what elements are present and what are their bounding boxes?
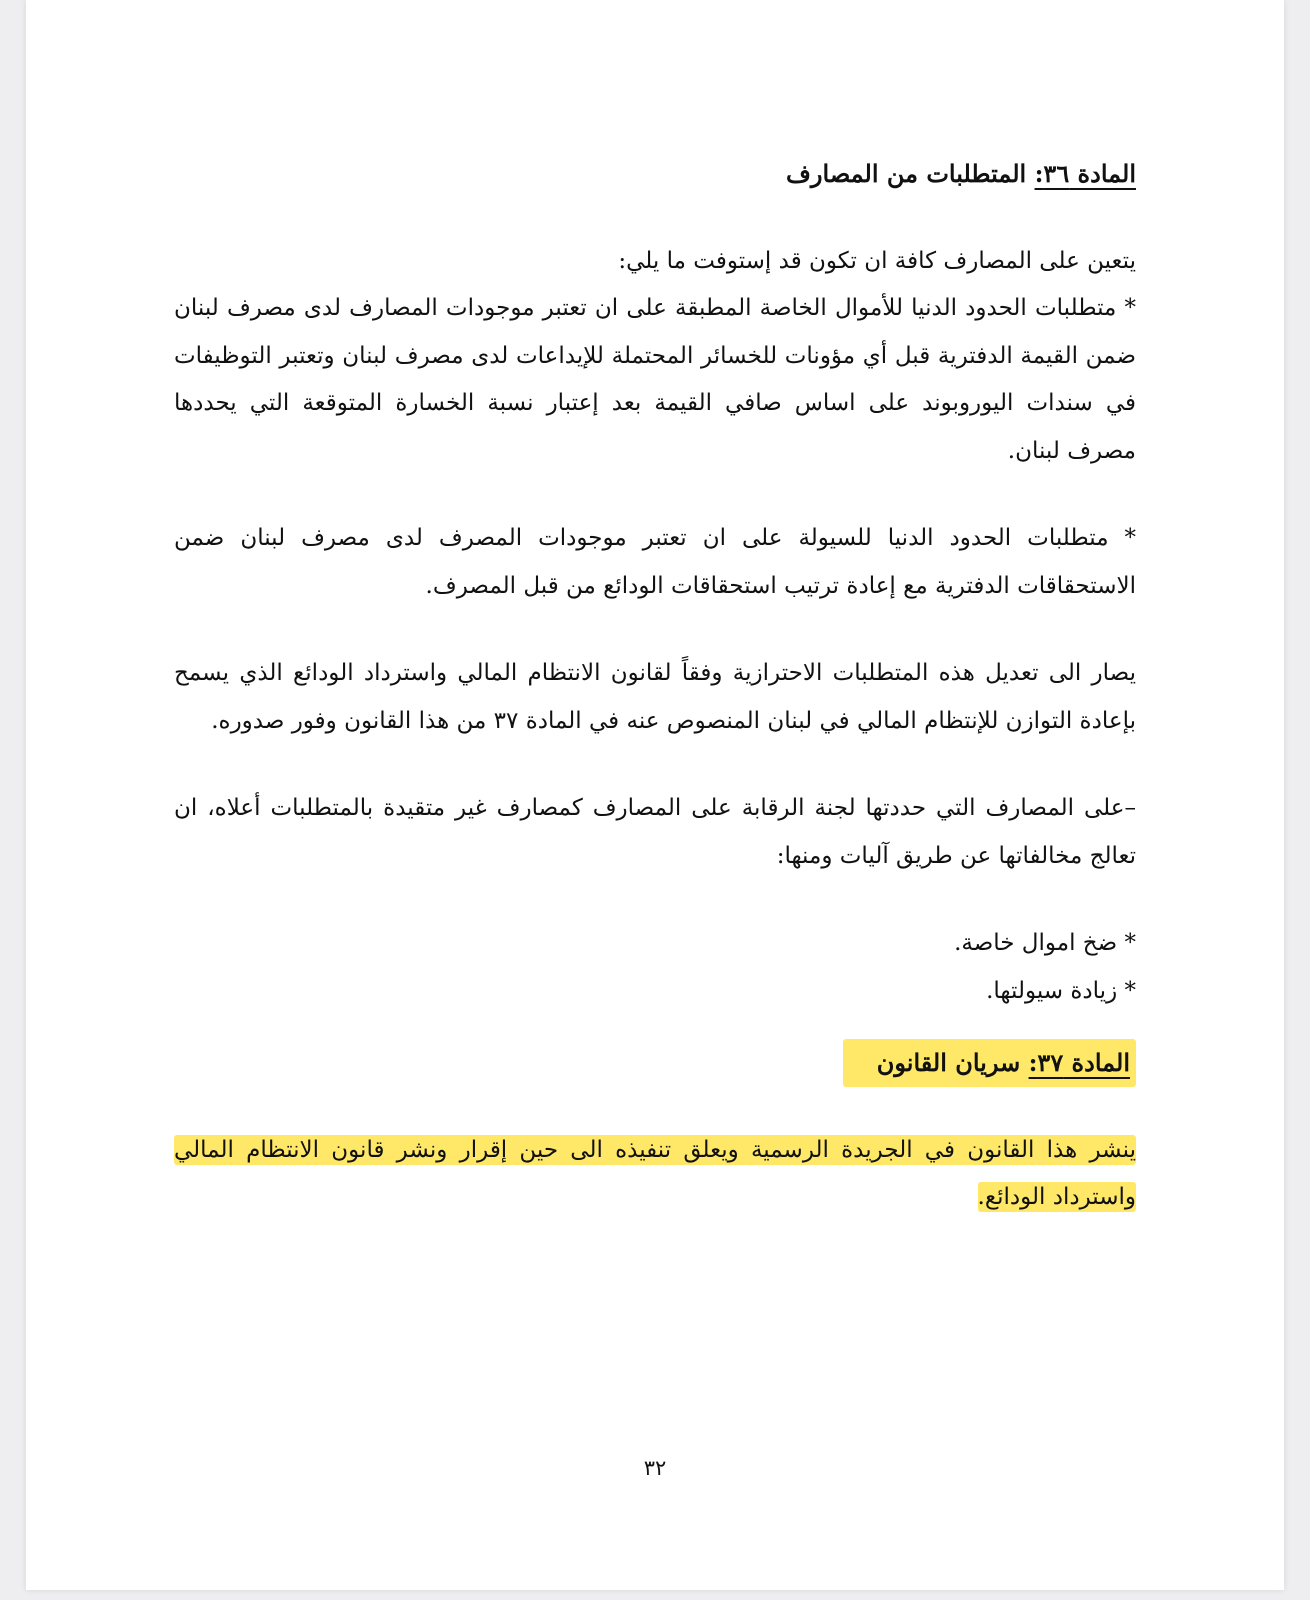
closing-highlight: ينشر هذا القانون في الجريدة الرسمية ويعلق تنفيذه الى حين إقرار ونشر قانون الانتظام المالي واسترداد الودائع. [174,1136,1136,1210]
intro-paragraph: يتعين على المصارف كافة ان تكون قد إستوفت ما يلي: [618,247,1136,274]
non-compliant-banks-paragraph: –على المصارف التي حددتها لجنة الرقابة على المصارف كمصارف غير متقيدة بالمتطلبات أعلاه، ان تعالج مخالفاتها عن طريق آليات ومنها: [174,795,1136,869]
page-number: ٣٢ [643,1456,667,1480]
bullet-liquidity: * متطلبات الحدود الدنيا للسيولة على ان تعتبر موجودات المصرف لدى مصرف لبنان ضمن الاستحقاقات الدفترية مع إعادة ترتيب استحقاقات الودائع من قبل المصرف. [174,525,1136,599]
document-body [174,150,1136,1222]
article-37-heading [174,1039,1136,1087]
article-37-label: المادة ٣٧: [1028,1048,1130,1077]
bullet-increase-liquidity: * زيادة سيولتها. [986,977,1136,1004]
bullet-own-funds: * متطلبات الحدود الدنيا للأموال الخاصة المطبقة على ان تعتبر موجودات المصارف لدى مصرف لبنان ضمن القيمة الدفترية قبل أي مؤونات للخسائر المحتملة للإيداعات لدى مصرف لبنان وتعتبر التوظيفات في سندات اليوروبوند على اساس صافي القيمة بعد إعتبار نسبة الخسارة المتوقعة التي يحددها مصرف لبنان. [174,295,1136,464]
article-36-label: المادة ٣٦: [1034,159,1136,188]
bullet-inject-funds: * ضخ اموال خاصة. [954,930,1136,956]
amendment-paragraph: يصار الى تعديل هذه المتطلبات الاحترازية وفقاً لقانون الانتظام المالي واسترداد الودائع الذي يسمح بإعادة التوازن للإنتظام المالي في لبنان المنصوص عنه في المادة ٣٧ من هذا القانون وفور صدوره. [174,660,1136,734]
article-36-heading [174,150,1136,198]
closing-paragraph [174,1127,1136,1222]
article-37-title: سريان القانون [876,1048,1021,1077]
article-36-title: المتطلبات من المصارف [786,159,1027,188]
article-37-highlight [843,1039,1136,1087]
document-page [26,0,1284,1590]
